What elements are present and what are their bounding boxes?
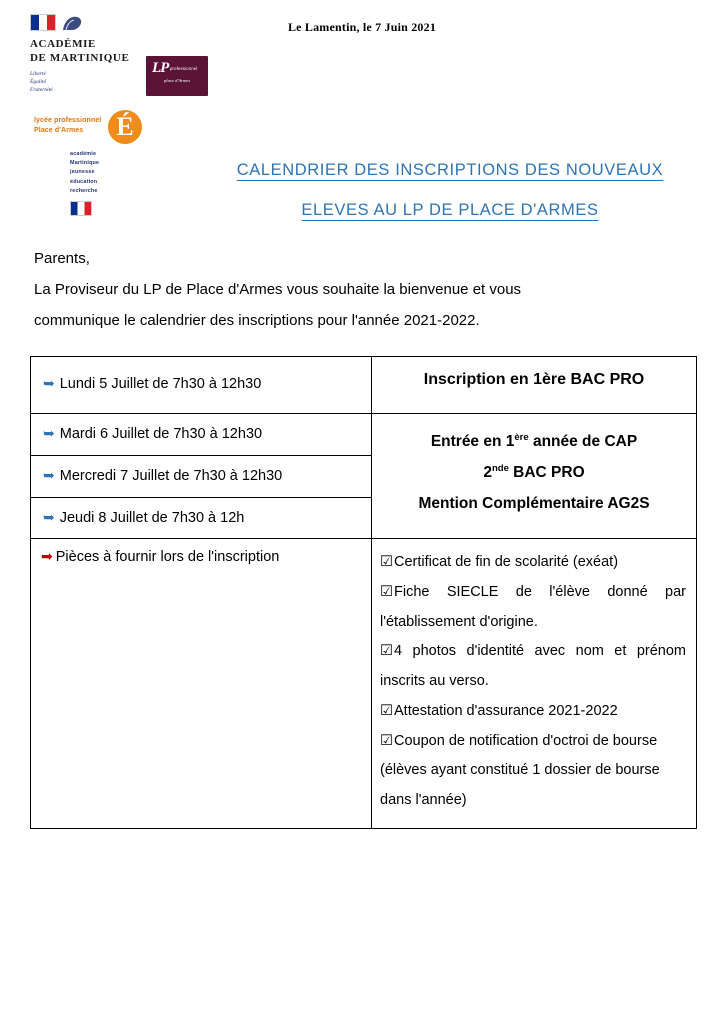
lp-logo-letters: LP [152, 60, 169, 76]
entree-line1: Entrée en 1ère année de CAP [430, 431, 638, 450]
ministry-text: académie Martinique jeunesse éducation recherche [70, 151, 100, 194]
checkbox-icon: ☑ [380, 732, 393, 749]
entree-line3: Mention Complémentaire AG2S [418, 495, 650, 512]
date-cell-2 [31, 414, 372, 456]
table-row [31, 414, 697, 456]
lycee-badge [34, 112, 146, 146]
marianne-face-icon [60, 14, 84, 32]
date-cell-4 [31, 497, 372, 539]
list-item [380, 578, 686, 637]
list-item [380, 548, 686, 578]
date-label-2: Mardi 6 Juillet de 7h30 à 12h30 [59, 426, 263, 442]
marianne-emblem [30, 14, 140, 32]
table-row [31, 539, 697, 828]
calendar-table [30, 356, 697, 828]
french-flag-icon-small [70, 201, 92, 216]
lycee-initial-icon: É [108, 110, 142, 144]
document-label-3: 4 photos d'identité avec nom et prénom inscrits au verso. [380, 643, 686, 690]
document-label-2: Fiche SIECLE de l'élève donné par l'établissement d'origine. [380, 583, 686, 630]
date-line: Le Lamentin, le 7 Juin 2021 [287, 20, 437, 34]
page-title-line1: CALENDRIER DES INSCRIPTIONS DES NOUVEAUX [236, 161, 664, 179]
date-cell-3 [31, 455, 372, 497]
list-item [380, 697, 686, 727]
checkbox-icon: ☑ [380, 702, 393, 719]
intro-paragraph-line2: communique le calendrier des inscriptions pour l'année 2021-2022. [34, 311, 480, 329]
document-label-5: Coupon de notification d'octroi de bourse (élèves ayant constitué 1 dossier de bourse dans l'année) [380, 732, 660, 808]
entree-line2: 2nde BAC PRO [483, 462, 585, 481]
checkbox-icon: ☑ [380, 554, 393, 571]
pieces-label: Pièces à fournir lors de l'inscription [55, 549, 280, 566]
page-title-line2: ELEVES AU LP DE PLACE D'ARMES [301, 201, 599, 220]
lycee-logo-text: lycée professionnel Place d'Armes [34, 117, 102, 135]
arrow-right-icon: ➥ [43, 508, 55, 525]
checkbox-icon: ☑ [380, 583, 393, 600]
arrow-right-icon: ➥ [43, 466, 55, 483]
intro-text [34, 230, 690, 336]
pieces-cell [31, 539, 372, 828]
list-item [380, 727, 686, 816]
page-title [190, 150, 710, 231]
date-label-3: Mercredi 7 Juillet de 7h30 à 12h30 [59, 467, 283, 484]
checkbox-icon: ☑ [380, 643, 393, 660]
arrow-right-red-icon: ➡ [41, 548, 53, 565]
french-flag-icon [30, 14, 56, 31]
table-row [31, 357, 697, 414]
list-item [380, 637, 686, 696]
intro-paragraph-line1: La Proviseur du LP de Place d'Armes vous souhaite la bienvenue et vous [34, 280, 522, 298]
document-label-4: Attestation d'assurance 2021-2022 [394, 702, 618, 719]
ministry-flag-wrap [70, 201, 150, 216]
inscription-title: Inscription en 1ère BAC PRO [423, 371, 645, 389]
academie-title: ACADÉMIE DE MARTINIQUE [30, 38, 130, 64]
intro-salutation: Parents, [34, 250, 90, 267]
entree-content [372, 414, 696, 533]
lp-logo-sub2: place d'Armes [164, 78, 191, 83]
date-label-4: Jeudi 8 Juillet de 7h30 à 12h [59, 509, 245, 526]
documents-cell [372, 539, 697, 828]
lp-place-darmes-logo [146, 56, 208, 96]
date-label-1: Lundi 5 Juillet de 7h30 à 12h30 [59, 376, 262, 393]
entree-cell [372, 414, 697, 539]
lycee-professionnel-logo [34, 112, 150, 216]
document-header [0, 0, 724, 230]
arrow-right-icon: ➥ [43, 375, 55, 392]
document-label-1: Certificat de fin de scolarité (exéat) [394, 554, 619, 571]
date-cell-1 [31, 357, 372, 414]
inscription-cell [372, 357, 697, 414]
academie-motto: Liberté Égalité Fraternité [30, 70, 53, 93]
lp-logo-sub1: professionnel [170, 66, 198, 71]
documents-list [372, 539, 696, 827]
academie-martinique-logo [30, 14, 140, 94]
arrow-right-icon: ➥ [43, 425, 55, 441]
